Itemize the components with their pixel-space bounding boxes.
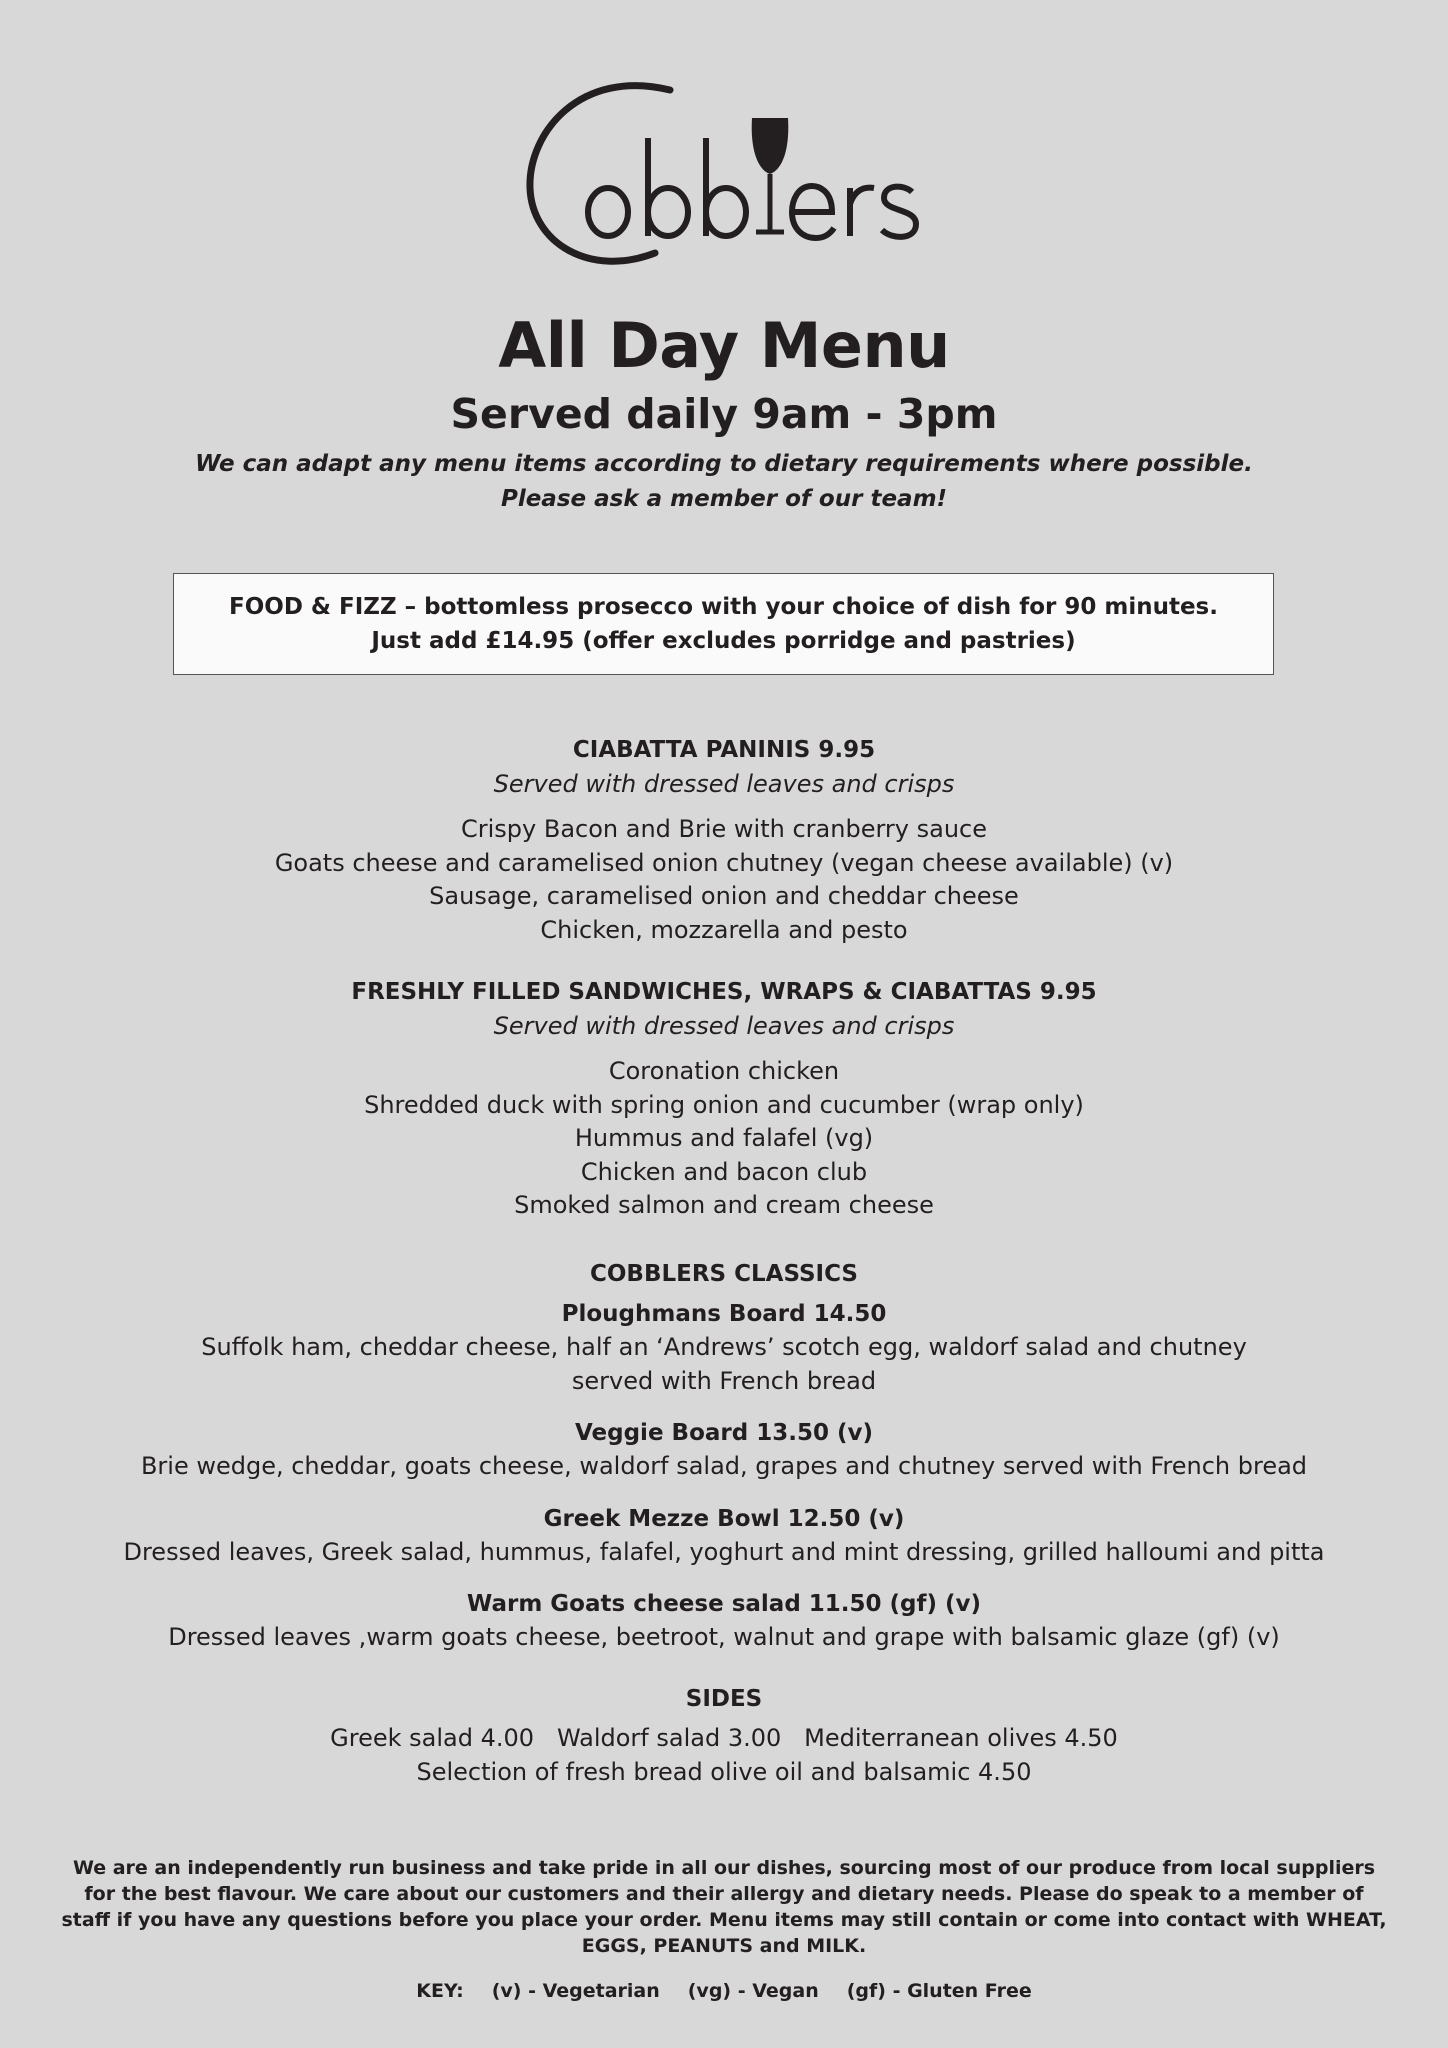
list-item: Smoked salmon and cream cheese [514,1191,934,1219]
key-gluten-free: (gf) - Gluten Free [846,1980,1032,2002]
page-title: All Day Menu [498,309,950,382]
list-item: Sausage, caramelised onion and cheddar cheese [429,882,1019,910]
dietary-note [0,447,1448,517]
serving-hours: Served daily 9am - 3pm [450,390,998,438]
dish-name: Veggie Board 13.50 (v) [574,1420,873,1446]
classics-section [0,1257,1448,1655]
section-subtitle: Served with dressed leaves and crisps [493,1012,955,1040]
dietary-key [0,1978,1448,2004]
dietary-note-line: We can adapt any menu items according to dietary requirements where possible. [195,451,1253,477]
offer-line: Just add £14.95 (offer excludes porridge and pastries) [371,628,1076,654]
dish-name: Warm Goats cheese salad 11.50 (gf) (v) [466,1591,982,1617]
list-item: Chicken, mozzarella and pesto [540,915,908,944]
paninis-section [0,733,1448,947]
dish-description: served with French bread [571,1366,877,1395]
list-item: Chicken and bacon club [580,1157,868,1186]
list-item: Crispy Bacon and Brie with cranberry sauce [461,815,987,843]
wine-glass-logo-icon [520,78,940,268]
sides-line: Selection of fresh bread olive oil and balsamic 4.50 [416,1757,1032,1786]
dietary-note-line: Please ask a member of our team! [500,486,948,512]
list-item: Hummus and falafel (vg) [574,1124,874,1152]
cobblers-logo [520,78,940,268]
key-label: KEY: [416,1980,464,2002]
list-item: Shredded duck with spring onion and cucumber (wrap only) [364,1090,1084,1119]
sandwiches-section [0,975,1448,1223]
offer-line: FOOD & FIZZ – bottomless prosecco with your choice of dish for 90 minutes. [229,594,1218,620]
section-heading: SIDES [685,1686,763,1712]
food-fizz-offer-box [173,573,1274,675]
dish-description: Dressed leaves, Greek salad, hummus, falafel, yoghurt and mint dressing, grilled halloumi and pitta [123,1537,1325,1566]
key-vegan: (vg) - Vegan [687,1980,819,2002]
key-vegetarian: (v) - Vegetarian [491,1980,660,2002]
section-heading: CIABATTA PANINIS 9.95 [572,737,876,763]
allergy-footer: We are an independently run business and take pride in all our dishes, sourcing most of our produce from local suppliers for the best flavour. We care about our customers and their allergy and dietary needs. Please do speak to a member of staff if you have any questions before you place your order. Menu items may still contain or come into contact with WHEAT, EGGS, PEANUTS and MILK. [61,1857,1387,1957]
dish-name: Greek Mezze Bowl 12.50 (v) [543,1505,905,1532]
section-heading: FRESHLY FILLED SANDWICHES, WRAPS & CIABATTAS 9.95 [351,979,1097,1005]
section-heading: COBBLERS CLASSICS [589,1261,858,1287]
list-item: Coronation chicken [608,1057,840,1085]
sides-line: Greek salad 4.00 Waldorf salad 3.00 Mediterranean olives 4.50 [330,1724,1118,1752]
section-subtitle: Served with dressed leaves and crisps [493,770,955,798]
list-item: Goats cheese and caramelised onion chutney (vegan cheese available) (v) [274,848,1174,877]
dish-name: Ploughmans Board 14.50 [561,1301,887,1327]
sides-section [0,1682,1448,1789]
dish-description: Brie wedge, cheddar, goats cheese, waldorf salad, grapes and chutney served with French bread [140,1452,1308,1480]
dish-description: Dressed leaves ,warm goats cheese, beetroot, walnut and grape with balsamic glaze (gf) (v) [168,1623,1280,1651]
dish-description: Suffolk ham, cheddar cheese, half an ‘Andrews’ scotch egg, waldorf salad and chutney [201,1333,1247,1361]
